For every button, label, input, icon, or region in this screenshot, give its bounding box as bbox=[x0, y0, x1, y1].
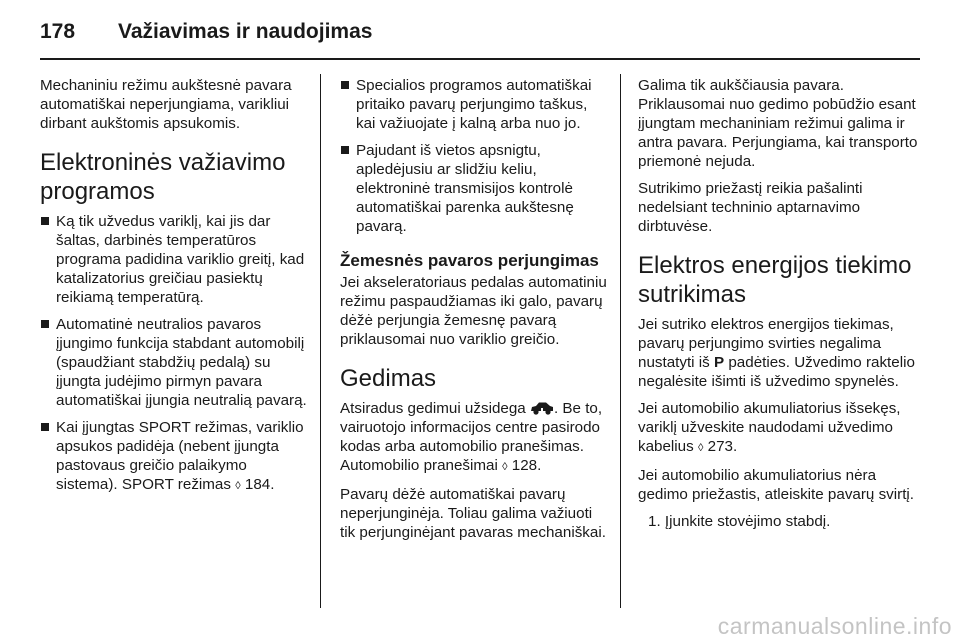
list-item: Pajudant iš vietos apsnigtu, apledėjusiu ar slidžiu keliu, elektroninė transmisijos kontrolė automatiškai parenka aukštesnę pavarą. bbox=[340, 141, 610, 236]
header-rule bbox=[40, 58, 920, 60]
power-paragraph-2: Jei automobilio akumuliatorius išsekęs, variklį užveskite naudodami užvedimo kabelius ◊ 273. bbox=[638, 400, 901, 455]
subsection-heading-downshift: Žemesnės pavaros perjungimas bbox=[340, 251, 599, 270]
intro-paragraph: Mechaniniu režimu aukštesnė pavara automatiškai neperjungiama, varikliui dirbant aukštomis apsukomis. bbox=[40, 77, 292, 132]
page-reference-link[interactable]: 273. bbox=[707, 438, 738, 455]
programs-list-continued bbox=[340, 76, 610, 236]
list-item: Automatinė neutralios pavaros įjungimo funkcija stabdant automobilį (spaudžiant stabdžių pedalą) su įjungta judėjimo pirmyn pavara automatiškai įjungia neutralią pavarą. bbox=[40, 315, 310, 410]
list-item: Ką tik užvedus variklį, kai jis dar šaltas, darbinės temperatūros programa padidina variklio greitį, kad katalizatorius greičiau pasiektų reikiamą temperatūrą. bbox=[40, 212, 310, 307]
fault-paragraph-1: Atsiradus gedimui užsidega . Be to, vairuotojo informacijos centre pasirodo kodas arba automobilio pranešimas. Automobilio pranešimai ◊ 128. bbox=[340, 400, 603, 474]
page-ref-arrow-icon: ◊ bbox=[235, 480, 241, 492]
fault-paragraph-4: Sutrikimo priežastį reikia pašalinti nedelsiant techninio aptarnavimo dirbtuvėse. bbox=[638, 180, 863, 235]
fault-paragraph-2: Pavarų dėžė automatiškai pavarų neperjunginėja. Toliau galima važiuoti tik perjunginėjant pavaras mechaniškai. bbox=[340, 486, 606, 541]
step-text: Įjunkite stovėjimo stabdį. bbox=[664, 513, 831, 530]
page-reference-link[interactable]: 128. bbox=[511, 457, 542, 474]
page-header bbox=[40, 14, 920, 62]
transmission-fault-car-icon bbox=[530, 401, 554, 415]
watermark: carmanualsonline.info bbox=[717, 613, 952, 639]
column-divider-2 bbox=[620, 74, 621, 608]
column-3 bbox=[638, 76, 920, 539]
fault-paragraph-3: Galima tik aukščiausia pavara. Priklausomai nuo gedimo pobūdžio esant įjungtam mechaniniam režimui galima ir antra pavara. Perjungiama, kai transporto priemonė nejuda. bbox=[638, 77, 918, 170]
programs-list bbox=[40, 212, 310, 496]
downshift-paragraph: Jei akseleratoriaus pedalas automatiniu režimu paspaudžiamas iki galo, pavarų dėžė perjungia žemesnę pavarą priklausomai nuo variklio greičio. bbox=[340, 274, 607, 348]
section-heading-fault: Gedimas bbox=[340, 365, 437, 392]
step-number: 1. bbox=[648, 513, 661, 530]
power-paragraph-1: Jei sutriko elektros energijos tiekimas, pavarų perjungimo svirties negalima nustatyti iš P padėties. Užvedimo raktelio negalėsite išimti iš užvedimo spynelės. bbox=[638, 316, 915, 390]
bullet-square-icon bbox=[341, 81, 349, 89]
section-heading-programs: Elektroninės važiavimo programos bbox=[40, 149, 286, 205]
power-paragraph-3: Jei automobilio akumuliatorius nėra gedimo priežastis, atleiskite pavarų svirtį. bbox=[638, 467, 915, 503]
bullet-square-icon bbox=[341, 146, 349, 154]
column-2 bbox=[340, 76, 610, 550]
list-item: Specialios programos automatiškai pritaiko pavarų perjungimo taškus, kai važiuojate į kalną arba nuo jo. bbox=[340, 76, 610, 133]
column-1 bbox=[40, 76, 310, 504]
list-item: Kai įjungtas SPORT režimas, variklio apsukos padidėja (nebent įjungta pastovaus greičio palaikymo sistema). SPORT režimas ◊ 184. bbox=[40, 418, 310, 496]
page-title: Važiavimas ir naudojimas bbox=[118, 20, 373, 43]
bullet-square-icon bbox=[41, 423, 49, 431]
numbered-step bbox=[638, 512, 920, 531]
park-position-letter: P bbox=[713, 354, 725, 371]
page-ref-arrow-icon: ◊ bbox=[697, 442, 704, 454]
bullet-square-icon bbox=[41, 217, 49, 225]
bullet-square-icon bbox=[41, 320, 49, 328]
page-reference-link[interactable]: 184. bbox=[244, 476, 275, 493]
section-heading-power-failure: Elektros energijos tiekimo sutrikimas bbox=[638, 252, 912, 308]
page-number: 178 bbox=[40, 20, 76, 43]
page-ref-arrow-icon: ◊ bbox=[502, 461, 508, 473]
column-divider-1 bbox=[320, 74, 321, 608]
